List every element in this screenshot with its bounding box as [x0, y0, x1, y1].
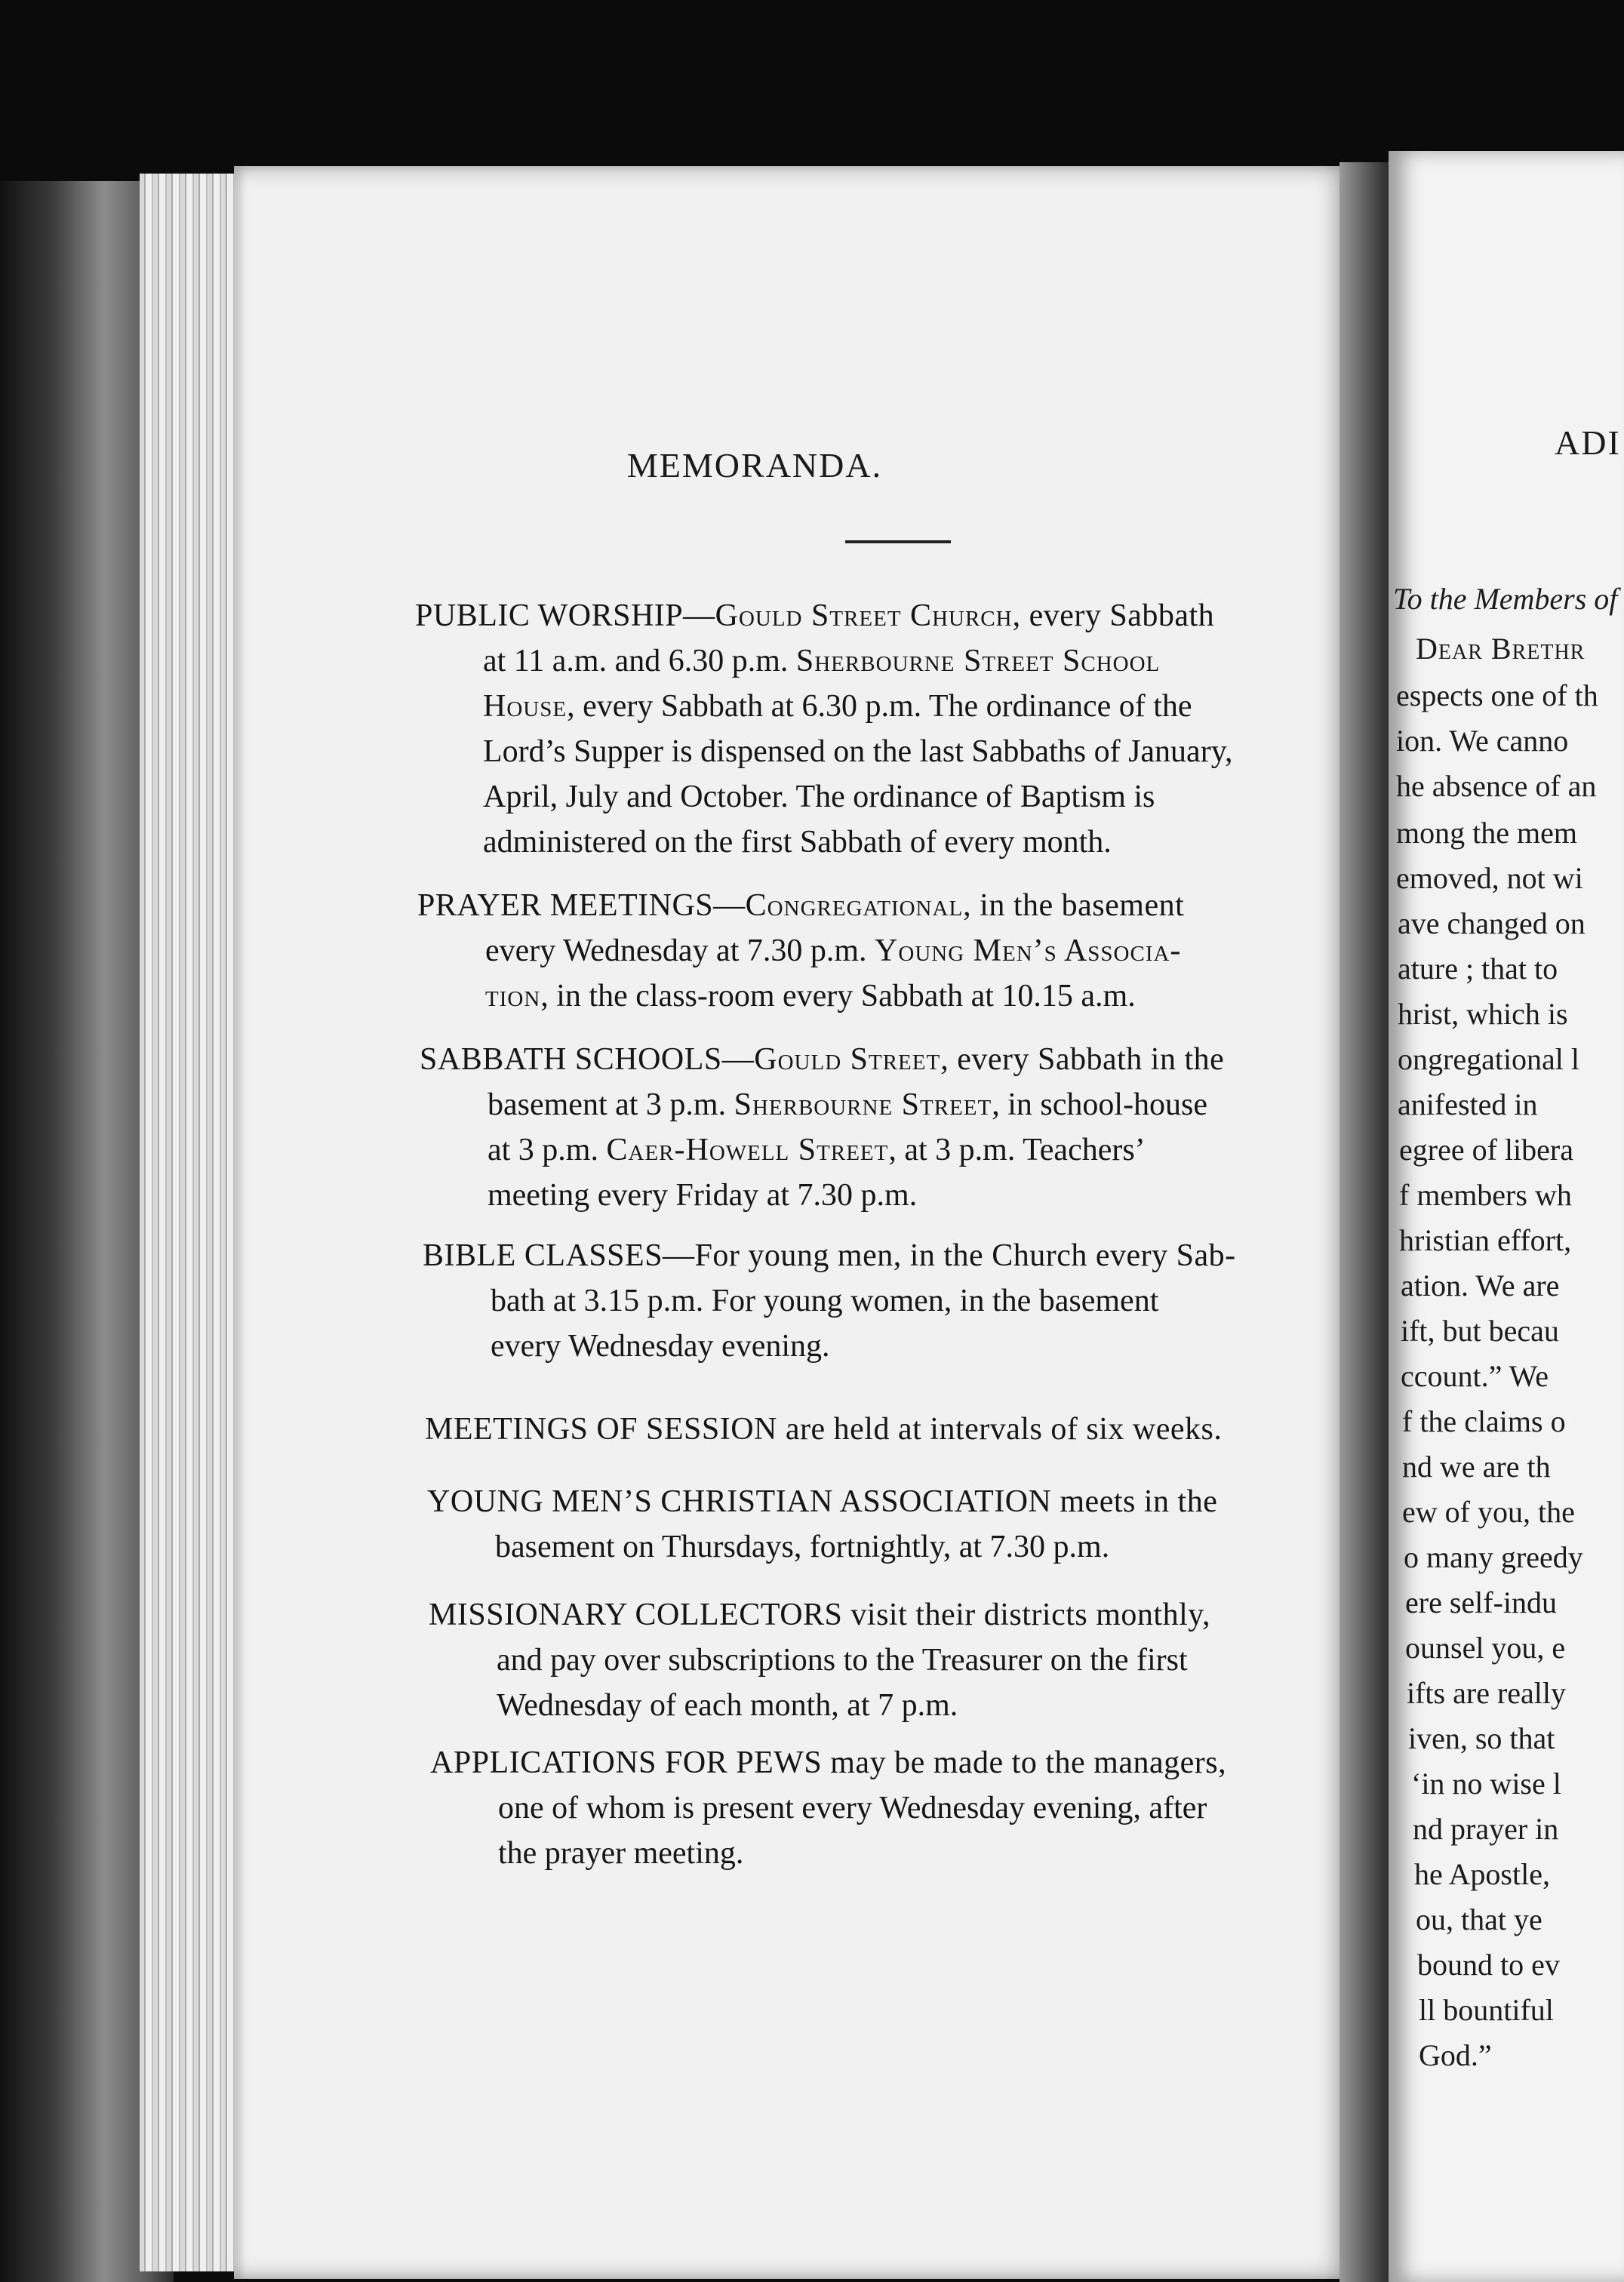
right-page-line: To the Members of — [1393, 582, 1618, 616]
page-heading: MEMORANDA. — [626, 446, 883, 484]
entry-label: SABBATH SCHOOLS— — [420, 1042, 755, 1077]
right-page-line: ature ; that to — [1398, 952, 1558, 986]
memo-entry-ymca: YOUNG MEN’S CHRISTIAN ASSOCIATION meets in the basement on Thursdays, fortnightly, at 7.30 p.m. — [427, 1484, 1218, 1564]
right-page-line: f members wh — [1399, 1178, 1572, 1212]
right-page-line: hristian effort, — [1399, 1223, 1572, 1257]
right-page-line: emoved, not wi — [1396, 861, 1583, 895]
entry-label: PUBLIC WORSHIP— — [415, 598, 715, 633]
right-page-line: f the claims o — [1402, 1404, 1566, 1438]
right-page-line: Dear Brethr — [1416, 632, 1586, 666]
right-page-line: God.” — [1419, 2038, 1492, 2072]
memo-entry-public-worship: PUBLIC WORSHIP—Gould Street Church, every Sabbath at 11 a.m. and 6.30 p.m. Sherbourne Street School House, every Sabbath at 6.30 p.m. The ordinance of the Lord’s Supper is dispensed on the last Sabbaths of January, April, July and October. The ordinance of Baptism is administered on the first Sabbath of every month. — [415, 598, 1233, 860]
heading-rule — [845, 540, 951, 543]
right-page-line: ave changed on — [1398, 906, 1586, 940]
memo-entry-applications-for-pews: APPLICATIONS FOR PEWS may be made to the managers, one of whom is present every Wednesday evening, after the prayer meeting. — [430, 1745, 1227, 1871]
memo-entry-prayer-meetings: PRAYER MEETINGS—Congregational, in the basement every Wednesday at 7.30 p.m. Young Men’s Associa- tion, in the class-room every Sabbath at 10.15 a.m. — [417, 888, 1185, 1013]
entry-label: MISSIONARY COLLECTORS — [429, 1598, 843, 1632]
right-page-line: he absence of an — [1396, 769, 1597, 803]
right-page-line: ‘in no wise l — [1411, 1767, 1561, 1801]
entry-label: PRAYER MEETINGS— — [417, 888, 746, 923]
entry-label: MEETINGS OF SESSION — [425, 1412, 777, 1447]
page-stack-edges — [140, 174, 238, 2271]
memo-entry-missionary-collectors: MISSIONARY COLLECTORS visit their districts monthly, and pay over subscriptions to the Treasurer on the first Wednesday of each month, at 7 p.m. — [429, 1598, 1211, 1723]
right-page-line: ongregational l — [1398, 1042, 1580, 1076]
memo-entry-bible-classes: BIBLE CLASSES—For young men, in the Church every Sab- bath at 3.15 p.m. For young women, in the basement every Wednesday evening. — [423, 1238, 1236, 1364]
memo-entry-meetings-of-session: MEETINGS OF SESSION are held at intervals of six weeks. — [425, 1412, 1223, 1447]
right-page-line: espects one of th — [1396, 678, 1598, 712]
right-page-line: egree of libera — [1399, 1133, 1573, 1167]
right-page-line: ation. We are — [1401, 1269, 1560, 1302]
right-page-line: ift, but becau — [1401, 1314, 1559, 1348]
right-page-line: ll bountiful — [1419, 1993, 1554, 2027]
right-page-line: ounsel you, e — [1405, 1631, 1566, 1665]
right-page-heading: ADI — [1555, 423, 1621, 462]
right-page-line: ou, that ye — [1416, 1902, 1542, 1936]
right-page-line: ifts are really — [1407, 1676, 1566, 1710]
right-page-line: hrist, which is — [1398, 997, 1568, 1031]
right-page-line: ion. We canno — [1396, 724, 1569, 758]
memo-entry-sabbath-schools: SABBATH SCHOOLS—Gould Street, every Sabbath in the basement at 3 p.m. Sherbourne Street, in school-house at 3 p.m. Caer-Howell Street, at 3 p.m. Teachers’ meeting every Friday at 7.30 p.m. — [420, 1042, 1225, 1213]
right-page-line: nd prayer in — [1413, 1812, 1559, 1846]
right-page-line: nd we are th — [1402, 1450, 1551, 1484]
right-page-line: ccount.” We — [1401, 1359, 1549, 1393]
entry-label: APPLICATIONS FOR PEWS — [430, 1745, 823, 1780]
right-page-line: ere self-indu — [1405, 1585, 1558, 1619]
right-page-line: iven, so that — [1408, 1721, 1555, 1755]
right-page-line: mong the mem — [1396, 816, 1577, 850]
right-page-line: anifested in — [1398, 1087, 1538, 1121]
right-page-line: bound to ev — [1417, 1948, 1560, 1982]
right-page-line: o many greedy — [1404, 1540, 1583, 1574]
entry-label: YOUNG MEN’S CHRISTIAN ASSOCIATION — [427, 1484, 1052, 1519]
right-page-line: he Apostle, — [1414, 1857, 1550, 1891]
entry-label: BIBLE CLASSES— — [423, 1238, 695, 1273]
right-page-line: ew of you, the — [1402, 1495, 1575, 1529]
